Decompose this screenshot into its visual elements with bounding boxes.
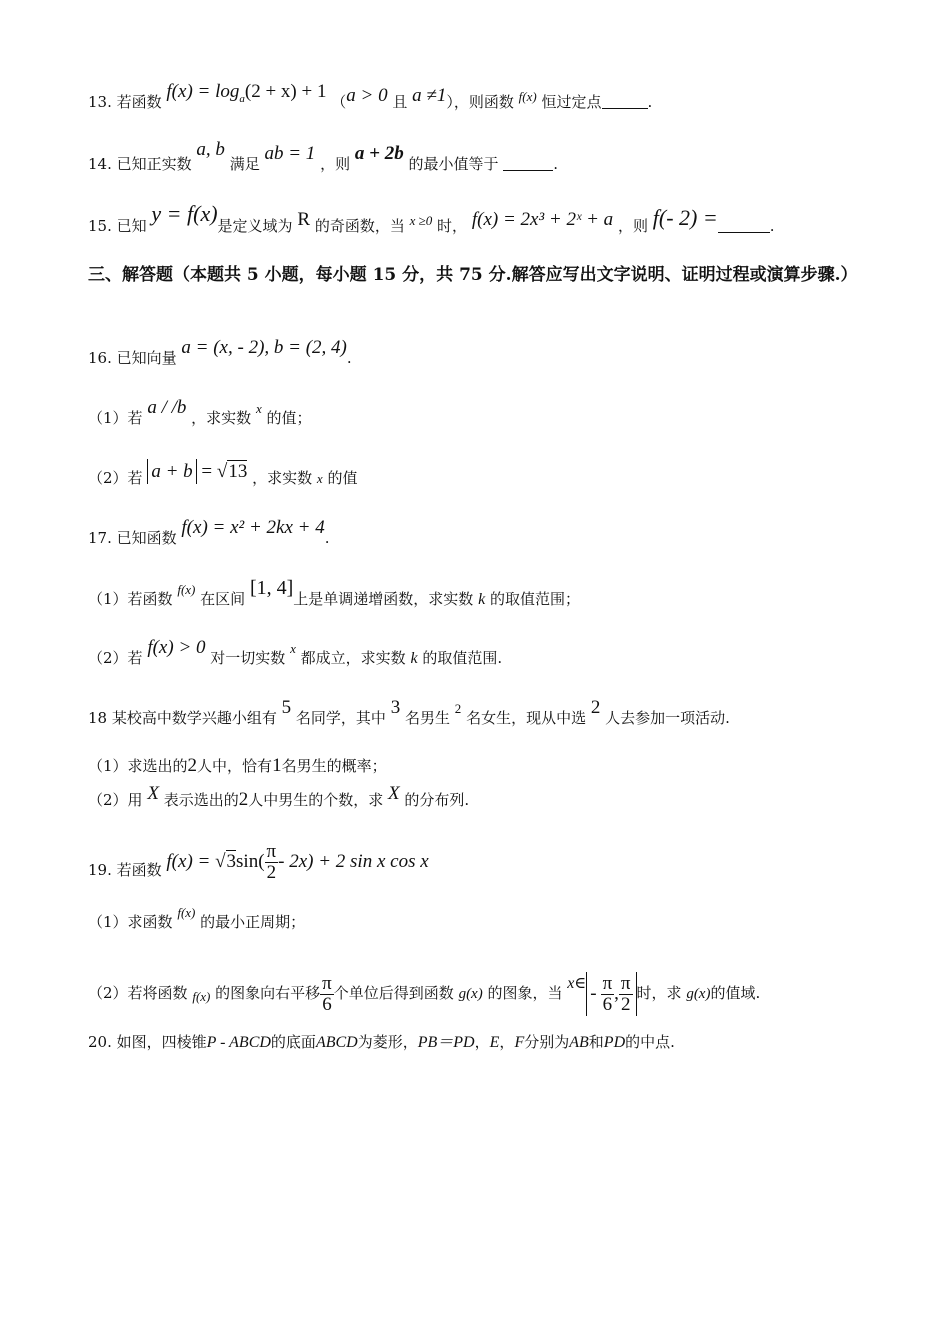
- q17-p1-pre: （1）若函数: [88, 590, 173, 608]
- q16-part-1: [88, 397, 312, 429]
- q19-p2-gx: g(x): [458, 986, 483, 1002]
- q19-rest: - 2x) + 2 sin x cos x: [278, 850, 429, 872]
- q19-p2-mid1: 的图象向右平移: [215, 984, 321, 1002]
- q20-t2: 为菱形，: [357, 1033, 418, 1051]
- q16-p2-math: a + b = √13: [147, 461, 247, 482]
- q16-p1-tail: 的值；: [266, 409, 312, 427]
- q13-cond1: a > 0: [346, 85, 388, 106]
- q20-t6: 和: [588, 1033, 604, 1051]
- q15-answer-blank[interactable]: [718, 218, 770, 233]
- q17-func: f(x) = x² + 2kx + 4: [181, 517, 325, 538]
- q13-cond-close: ），则函数: [446, 93, 514, 111]
- q13-base: a: [239, 92, 245, 105]
- q20-t4: ，: [499, 1033, 515, 1051]
- q15-ask: f(- 2) =: [652, 205, 718, 230]
- q15-end: .: [769, 217, 775, 235]
- q14-answer-blank[interactable]: [503, 156, 553, 171]
- q18-p2-n2: 2: [238, 789, 249, 810]
- q19-func: f(x) = √3sin( $\frac{\pi}{2}$ - 2x) + 2 sin x cos x: [166, 841, 429, 883]
- q15-number: 15. 已知: [88, 217, 147, 235]
- q19-sin: sin(: [236, 850, 265, 872]
- q18-t1: 名同学，其中: [295, 709, 386, 727]
- q14-number: 14. 已知正实数: [88, 155, 192, 173]
- q20-AB: AB: [569, 1034, 589, 1051]
- question-14: [88, 139, 559, 174]
- q18-n2b: 2: [590, 697, 601, 718]
- q18-p2-pre: （2）用: [88, 791, 143, 809]
- q13-cond-mid: 且: [392, 93, 408, 111]
- section-3-heading: 三、解答题（本题共 5 小题，每小题 15 分，共 75 分.解答应写出文字说明、证明过程或演算步骤.）: [88, 265, 858, 285]
- q14-mid2: ，则: [320, 155, 351, 173]
- q17-end: .: [324, 529, 330, 547]
- q17-p2-tail1: 都成立，求实数: [300, 649, 406, 667]
- q17-p2-pre: （2）若: [88, 649, 143, 667]
- q16-p2-abs: a + b: [151, 461, 193, 482]
- q19-p2-mid4: 时，求: [636, 984, 682, 1002]
- q18-part-2: [88, 783, 470, 810]
- q19-pi-over-6: $\frac{\pi}{6}$: [322, 972, 332, 1015]
- q18-number: 18 某校高中数学兴趣小组有: [88, 709, 277, 727]
- q18-p2-tail: 的分布列.: [404, 791, 470, 809]
- q16-part-2: [88, 461, 358, 489]
- q13-func: f(x) = log: [166, 81, 240, 102]
- q18-t2: 名男生: [405, 709, 451, 727]
- q20-F: F: [514, 1034, 525, 1051]
- q19-number: 19. 若函数: [88, 860, 162, 879]
- question-15: [88, 201, 775, 237]
- q16-p2-mid: ，求实数: [252, 469, 313, 487]
- q17-p1-k: k: [478, 591, 486, 608]
- q15-mid1: 是定义域为: [217, 217, 293, 235]
- q19-p2-pre: （2）若将函数: [88, 984, 188, 1002]
- q19-p2-gx2: g(x): [686, 986, 711, 1002]
- q20-t1: 的底面: [270, 1033, 316, 1051]
- question-20: [88, 1032, 675, 1053]
- q16-p2-var: x: [316, 471, 323, 486]
- q13-tail: 恒过定点: [541, 93, 602, 111]
- q17-p2-math: f(x) > 0: [147, 637, 206, 658]
- q15-cond: x ≥0: [409, 213, 433, 228]
- q19-p2-tail: 的值域.: [710, 984, 761, 1002]
- q17-p1-tail2: 的取值范围；: [489, 590, 580, 608]
- q17-part-1: [88, 577, 580, 610]
- q16-p1-math: a / /b: [147, 397, 187, 418]
- q19-p2-comma: ,: [614, 983, 619, 1004]
- q19-pi-over-2: $\frac{\pi}{2}$: [266, 841, 277, 883]
- question-13: [88, 81, 653, 119]
- q18-p1-mid: 人中，恰有: [197, 757, 273, 775]
- q14-tail: 的最小值等于: [408, 155, 499, 173]
- q19-p2-fx: f(x): [192, 989, 211, 1004]
- q20-t5: 分别为: [524, 1033, 570, 1051]
- q20-text: 20. 如图，四棱锥: [88, 1033, 207, 1051]
- q20-name: P - ABCD: [206, 1034, 271, 1051]
- q19-p2-x: x∈: [567, 975, 587, 992]
- question-17: [88, 517, 330, 548]
- q20-PD: PD: [603, 1034, 626, 1051]
- q18-p1-tail: 名男生的概率；: [281, 757, 387, 775]
- q14-vars: a, b: [196, 139, 225, 160]
- q15-mid3: 时，: [437, 217, 468, 235]
- q19-p2-interval: - $\frac{\pi}{6}$ , $\frac{\pi}{2}$: [586, 972, 636, 1016]
- q16-p1-mid: ，求实数: [191, 409, 252, 427]
- q19-p1-pre: （1）求函数: [88, 913, 173, 931]
- q14-cond: ab = 1: [264, 143, 316, 164]
- q17-number: 17. 已知函数: [88, 529, 177, 547]
- q17-p2-mid: 对一切实数: [210, 649, 286, 667]
- q19-p1-tail: 的最小正周期；: [200, 913, 306, 931]
- q18-n5: 5: [281, 697, 292, 718]
- q16-vectors: a = (x, - 2), b = (2, 4): [181, 337, 347, 358]
- q20-eq: PB＝PD: [417, 1034, 475, 1051]
- q17-p2-var: x: [290, 641, 296, 656]
- q16-p1-var: x: [255, 401, 262, 416]
- q19-p2-mid2: 个单位后得到函数: [333, 984, 454, 1002]
- q17-p2-tail2: 的取值范围.: [422, 649, 503, 667]
- q13-number: 13. 若函数: [88, 93, 162, 111]
- q15-func: y = f(x): [151, 201, 218, 226]
- question-16: [88, 337, 352, 368]
- q13-cond2: a ≠1: [412, 85, 447, 106]
- q18-part-1: [88, 756, 387, 776]
- q19-part-1: [88, 905, 306, 933]
- q16-p2-eq: =: [196, 461, 217, 482]
- q18-n3: 3: [390, 697, 401, 718]
- q13-formula: [166, 81, 327, 105]
- q19-f-lhs: f(x) =: [166, 850, 216, 872]
- q19-p2-mid3: 的图象，当: [487, 984, 563, 1002]
- q13-arg: (2 + x) + 1: [244, 81, 327, 102]
- q16-p2-pre: （2）若: [88, 469, 143, 487]
- q18-n2a: 2: [454, 701, 462, 716]
- q18-p2-mid2: 人中男生的个数，求: [248, 791, 384, 809]
- q17-p1-interval: [1, 4]: [249, 577, 294, 599]
- q19-part-2: [88, 972, 760, 1016]
- question-19: [88, 841, 429, 891]
- q15-def: f(x) = 2x³ + 2ˣ + a: [471, 209, 614, 230]
- q17-p2-k: k: [410, 650, 418, 667]
- q13-answer-blank[interactable]: [602, 94, 648, 109]
- q18-p2-X2: X: [388, 783, 400, 804]
- q14-expr: a + 2b: [354, 143, 404, 164]
- q17-part-2: [88, 637, 503, 669]
- q15-mid4: ，则: [617, 217, 648, 235]
- q19-root: 3: [226, 850, 237, 872]
- q16-end: .: [346, 349, 352, 367]
- q19-p1-fx: f(x): [177, 905, 196, 920]
- q20-E: E: [489, 1034, 500, 1051]
- q14-mid1: 满足: [229, 155, 260, 173]
- q17-p1-tail1: 上是单调递增函数，求实数: [293, 590, 474, 608]
- q13-end: .: [647, 93, 653, 111]
- q13-cond-open: （: [331, 93, 347, 111]
- q13-fx: f(x): [518, 89, 537, 104]
- q16-p2-root: 13: [228, 461, 248, 482]
- q20-base: ABCD: [315, 1034, 358, 1051]
- q18-t4: 人去参加一项活动.: [605, 709, 730, 727]
- q19-p2-neg: -: [590, 983, 597, 1004]
- q20-t3: ，: [474, 1033, 490, 1051]
- q18-p2-mid: 表示选出的: [163, 791, 239, 809]
- q16-number: 16. 已知向量: [88, 349, 177, 367]
- q16-p1-pre: （1）若: [88, 409, 143, 427]
- q18-p1-n1: 1: [272, 755, 282, 776]
- q15-mid2: 的奇函数，当: [314, 217, 405, 235]
- q14-end: .: [553, 155, 559, 173]
- question-18: [88, 697, 730, 729]
- q18-p1-n2: 2: [187, 755, 198, 776]
- q15-R: R: [297, 209, 311, 230]
- q18-t3: 名女生，现从中选: [466, 709, 587, 727]
- q17-p1-fx: f(x): [177, 582, 196, 597]
- q18-p2-X: X: [147, 783, 159, 804]
- q18-p1-pre: （1）求选出的: [88, 757, 188, 775]
- q16-p2-tail: 的值: [327, 469, 358, 487]
- q20-t7: 的中点.: [625, 1033, 675, 1051]
- q17-p1-mid: 在区间: [200, 590, 246, 608]
